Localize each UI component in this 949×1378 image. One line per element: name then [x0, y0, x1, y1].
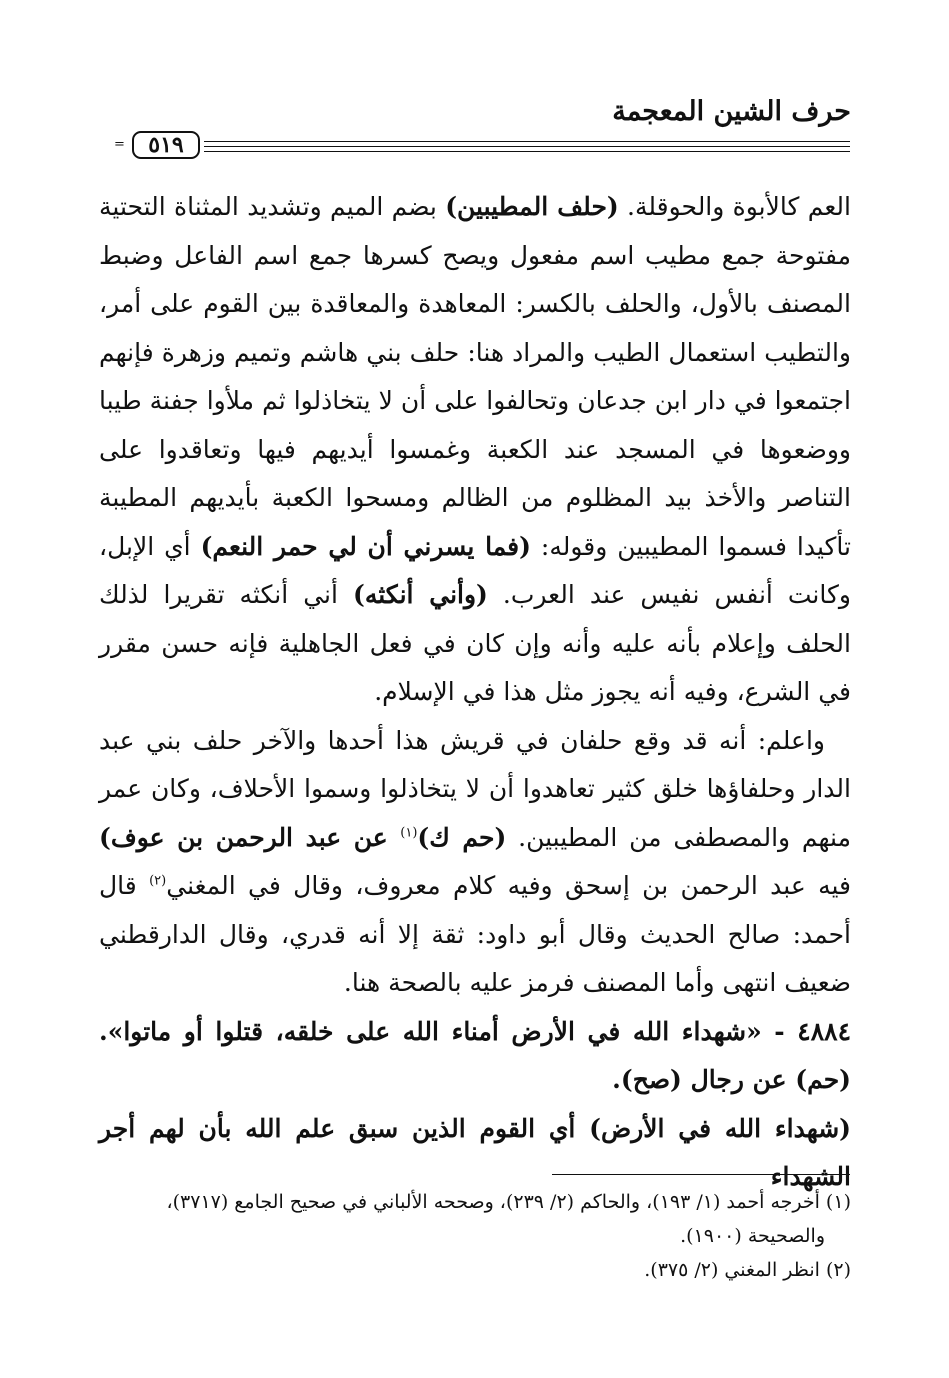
footnote-1-continued: والصحيحة (١٩٠٠).	[680, 1225, 825, 1247]
footnote-2: (٢) انظر المغني (٢/ ٣٧٥).	[644, 1259, 851, 1281]
paragraph-commentary-1	[99, 183, 851, 717]
text-run: واعلم: أنه قد وقع حلفان في قريش هذا أحدها والآخر حلف بني عبد الدار وحلفاؤها خلق كثير تعاهدوا أن لا يتخاذلوا وسموا الأحلاف، وكان عمر منهم والمصطفى من المطيبين.	[99, 725, 851, 852]
text-run: أي الإبل، وكانت أنفس نفيس عند العرب.	[99, 531, 851, 609]
footnote-marker: (٢)	[149, 873, 167, 889]
header-rule	[114, 131, 850, 159]
header-rule-line	[204, 151, 850, 152]
text-run: (شهداء الله في الأرض) أي القوم الذين سبق علم الله بأن لهم أجر الشهداء	[99, 1113, 851, 1191]
bold-term: (حلف المطيبين)	[445, 192, 619, 221]
text-run: بضم الميم وتشديد المثناة التحتية مفتوحة جمع مطيب اسم مفعول ويصح كسرها جمع اسم الفاعل وضبط المصنف بالأول، والحلف بالكسر: المعاهدة والمعاقدة بين القوم على أمر، والتطيب استعمال الطيب والمراد هنا: حلف بني هاشم وتميم وزهرة فإنهم اجتمعوا في دار ابن جدعان وتحالفوا على أن لا يتخاذلوا ثم ملأوا جفنة طيبا ووضعوها في المسجد عند الكعبة وغمسوا أيديهم فيها وتعاقدوا على التناصر والأخذ بيد المظلوم من الظالم ومسحوا الكعبة بأيديهم المطيبة تأكيدا فسموا المطيبين وقوله:	[99, 192, 852, 561]
header-rule-line	[204, 146, 850, 147]
text-run: فيه عبد الرحمن بن إسحق وفيه كلام معروف، وقال في المغني	[166, 871, 851, 900]
header-rule-line	[204, 141, 850, 142]
main-text	[99, 183, 851, 1202]
hadith-entry: ٤٨٨٤ - «شهداء الله في الأرض أمناء الله على خلقه، قتلوا أو ماتوا». (حم) عن رجال (صح).	[99, 1016, 851, 1094]
footnote-marker: (١)	[400, 825, 418, 841]
text-run: قال أحمد: صالح الحديث وقال أبو داود: ثقة إلا أنه قدري، وقال الدارقطني ضعيف انتهى وأما المصنف فرمز عليه بالصحة هنا.	[99, 871, 851, 997]
bold-term: (حم ك)	[417, 822, 507, 852]
footnote-1: (١) أخرجه أحمد (١/ ١٩٣)، والحاكم (٢/ ٢٣٩)، وصححه الألباني في صحيح الجامع (٣٧١٧)،	[166, 1191, 851, 1213]
running-title: حرف الشين المعجمة	[612, 96, 851, 127]
page-number: ٥١٩	[132, 131, 200, 159]
text-run: العم كالأبوة والحوقلة.	[618, 192, 851, 221]
bold-term: عن عبد الرحمن بن عوف)	[99, 822, 401, 852]
page-number-ornament: =	[114, 137, 123, 152]
paragraph-commentary-2	[99, 717, 851, 1008]
bold-term: (وأني أنكثه)	[352, 580, 488, 609]
footnote-separator	[552, 1174, 850, 1175]
bold-term: (فما يسرني أن لي حمر النعم)	[200, 531, 531, 561]
text-run: أني أنكثه تقريرا لذلك الحلف وإعلام بأنه عليه وأنه وإن كان في فعل الجاهلية فإنه حسن مقرر في الشرع، وفيه أنه يجوز مثل هذا في الإسلام.	[99, 580, 851, 706]
footnotes	[99, 1185, 851, 1287]
